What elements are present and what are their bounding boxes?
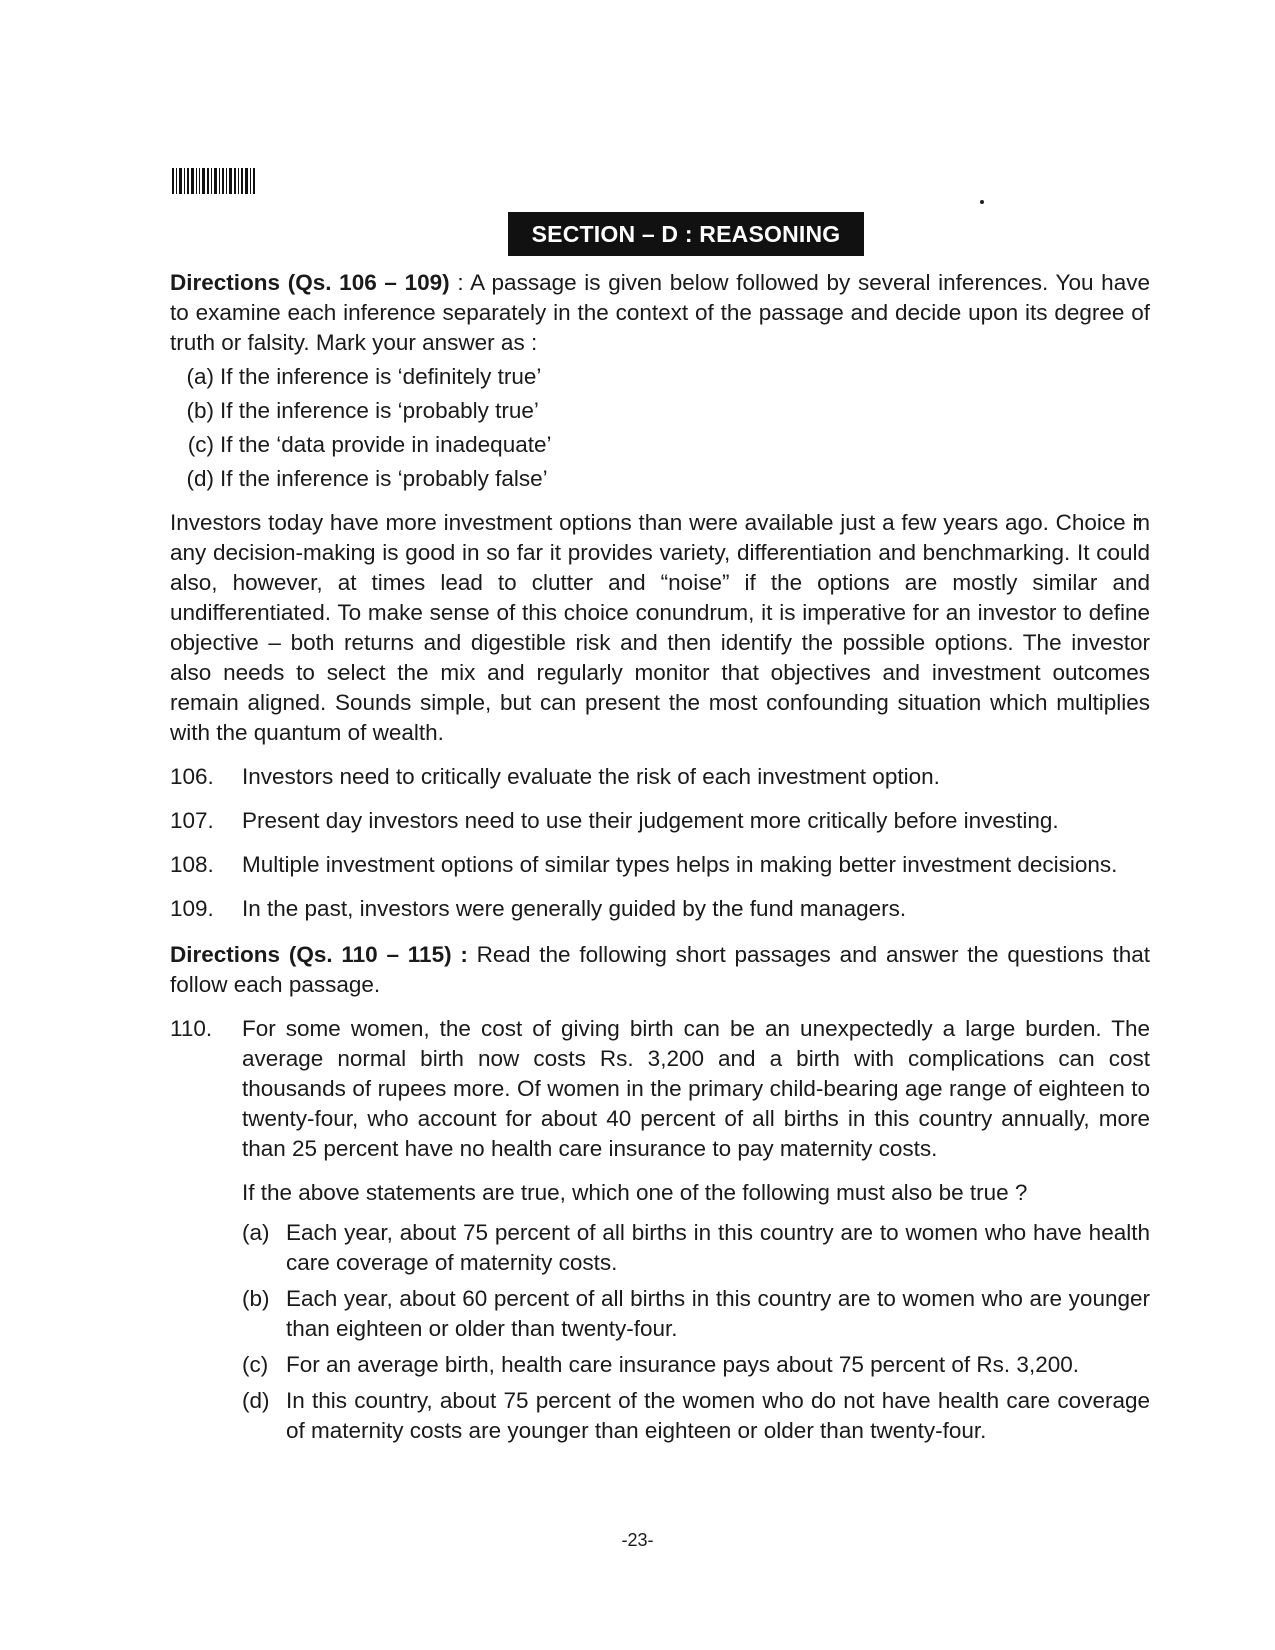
section-title: SECTION – D : REASONING	[508, 212, 864, 256]
directions-text: Read the following short passages and answer the questions that follow each passage.	[170, 942, 1150, 997]
answer-key-text: If the inference is ‘definitely true’	[220, 364, 542, 389]
page-number: -23-	[621, 1530, 654, 1550]
scan-speck	[980, 200, 984, 204]
question-number: 109.	[170, 896, 214, 921]
directions-label: Directions (Qs. 110 – 115) :	[170, 942, 468, 967]
answer-key-item	[170, 362, 1150, 392]
question-108	[170, 850, 1150, 880]
option-text: In this country, about 75 percent of the women who do not have health care coverage of maternity costs are younger than eighteen or older than twenty-four.	[286, 1388, 1150, 1443]
answer-key-text: If the ‘data provide in inadequate’	[220, 432, 552, 457]
directions-label: Directions (Qs. 106 – 109)	[170, 270, 450, 295]
question-107	[170, 806, 1150, 836]
question-number: 106.	[170, 764, 214, 789]
question-number: 108.	[170, 852, 214, 877]
answer-key-item	[170, 396, 1150, 426]
question-text: Investors need to critically evaluate the risk of each investment option.	[242, 764, 940, 789]
question-text: In the past, investors were generally guided by the fund managers.	[242, 896, 907, 921]
answer-key-text: If the inference is ‘probably false’	[220, 466, 548, 491]
question-number: 107.	[170, 808, 214, 833]
answer-key-letter: (d)	[186, 466, 214, 491]
question-text: Multiple investment options of similar types helps in making better investment decisions.	[242, 852, 1118, 877]
question-passage: For some women, the cost of giving birth can be an unexpectedly a large burden. The average normal birth now costs Rs. 3,200 and a birth with complications can cost thousands of rupees more. Of women in the primary child-bearing age range of eighteen to twenty-four, who account for about 40 percent of all births in this country annually, more than 25 percent have no health care insurance to pay maternity costs.	[242, 1016, 1150, 1161]
option-d	[242, 1386, 1150, 1446]
page-content	[170, 268, 1150, 1452]
option-letter: (d)	[242, 1388, 270, 1413]
option-letter: (b)	[242, 1286, 270, 1311]
answer-key-item	[170, 430, 1150, 460]
option-b	[242, 1284, 1150, 1344]
answer-key-letter: (a)	[186, 364, 214, 389]
option-c	[242, 1350, 1150, 1380]
option-text: Each year, about 75 percent of all births in this country are to women who have health care coverage of maternity costs.	[286, 1220, 1150, 1275]
barcode	[172, 168, 264, 194]
directions-106-109	[170, 268, 1150, 358]
answer-key-item	[170, 464, 1150, 494]
option-letter: (c)	[242, 1352, 269, 1377]
question-stem: If the above statements are true, which one of the following must also be true ?	[242, 1180, 1028, 1205]
answer-key-letter: (b)	[186, 398, 214, 423]
answer-key-list	[170, 362, 1150, 494]
answer-key-letter: (c)	[187, 432, 214, 457]
option-text: For an average birth, health care insurance pays about 75 percent of Rs. 3,200.	[286, 1352, 1079, 1377]
question-110	[170, 1014, 1150, 1208]
directions-110-115	[170, 940, 1150, 1000]
question-body	[242, 1014, 1150, 1208]
options-list	[242, 1218, 1150, 1446]
directions-text: : A passage is given below followed by several inferences. You have to examine each inference separately in the context of the passage and decide upon its degree of truth or falsity. Mark your answer as :	[170, 270, 1150, 355]
answer-key-text: If the inference is ‘probably true’	[220, 398, 539, 423]
option-letter: (a)	[242, 1220, 270, 1245]
question-text: Present day investors need to use their judgement more critically before investing.	[242, 808, 1059, 833]
investment-passage: Investors today have more investment options than were available just a few years ago. Choice in any decision-making is good in so far it provides variety, differentiation and benchmarking. It could also, however, at times lead to clutter and “noise” if the options are mostly similar and undifferentiated. To make sense of this choice conundrum, it is imperative for an investor to define objective – both returns and digestible risk and then identify the possible options. The investor also needs to select the mix and regularly monitor that objectives and investment outcomes remain aligned. Sounds simple, but can present the most confounding situation which multiplies with the quantum of wealth.	[170, 510, 1150, 745]
question-109	[170, 894, 1150, 924]
question-106	[170, 762, 1150, 792]
option-text: Each year, about 60 percent of all births in this country are to women who are younger than eighteen or older than twenty-four.	[286, 1286, 1150, 1341]
question-number: 110.	[170, 1016, 213, 1041]
option-a	[242, 1218, 1150, 1278]
